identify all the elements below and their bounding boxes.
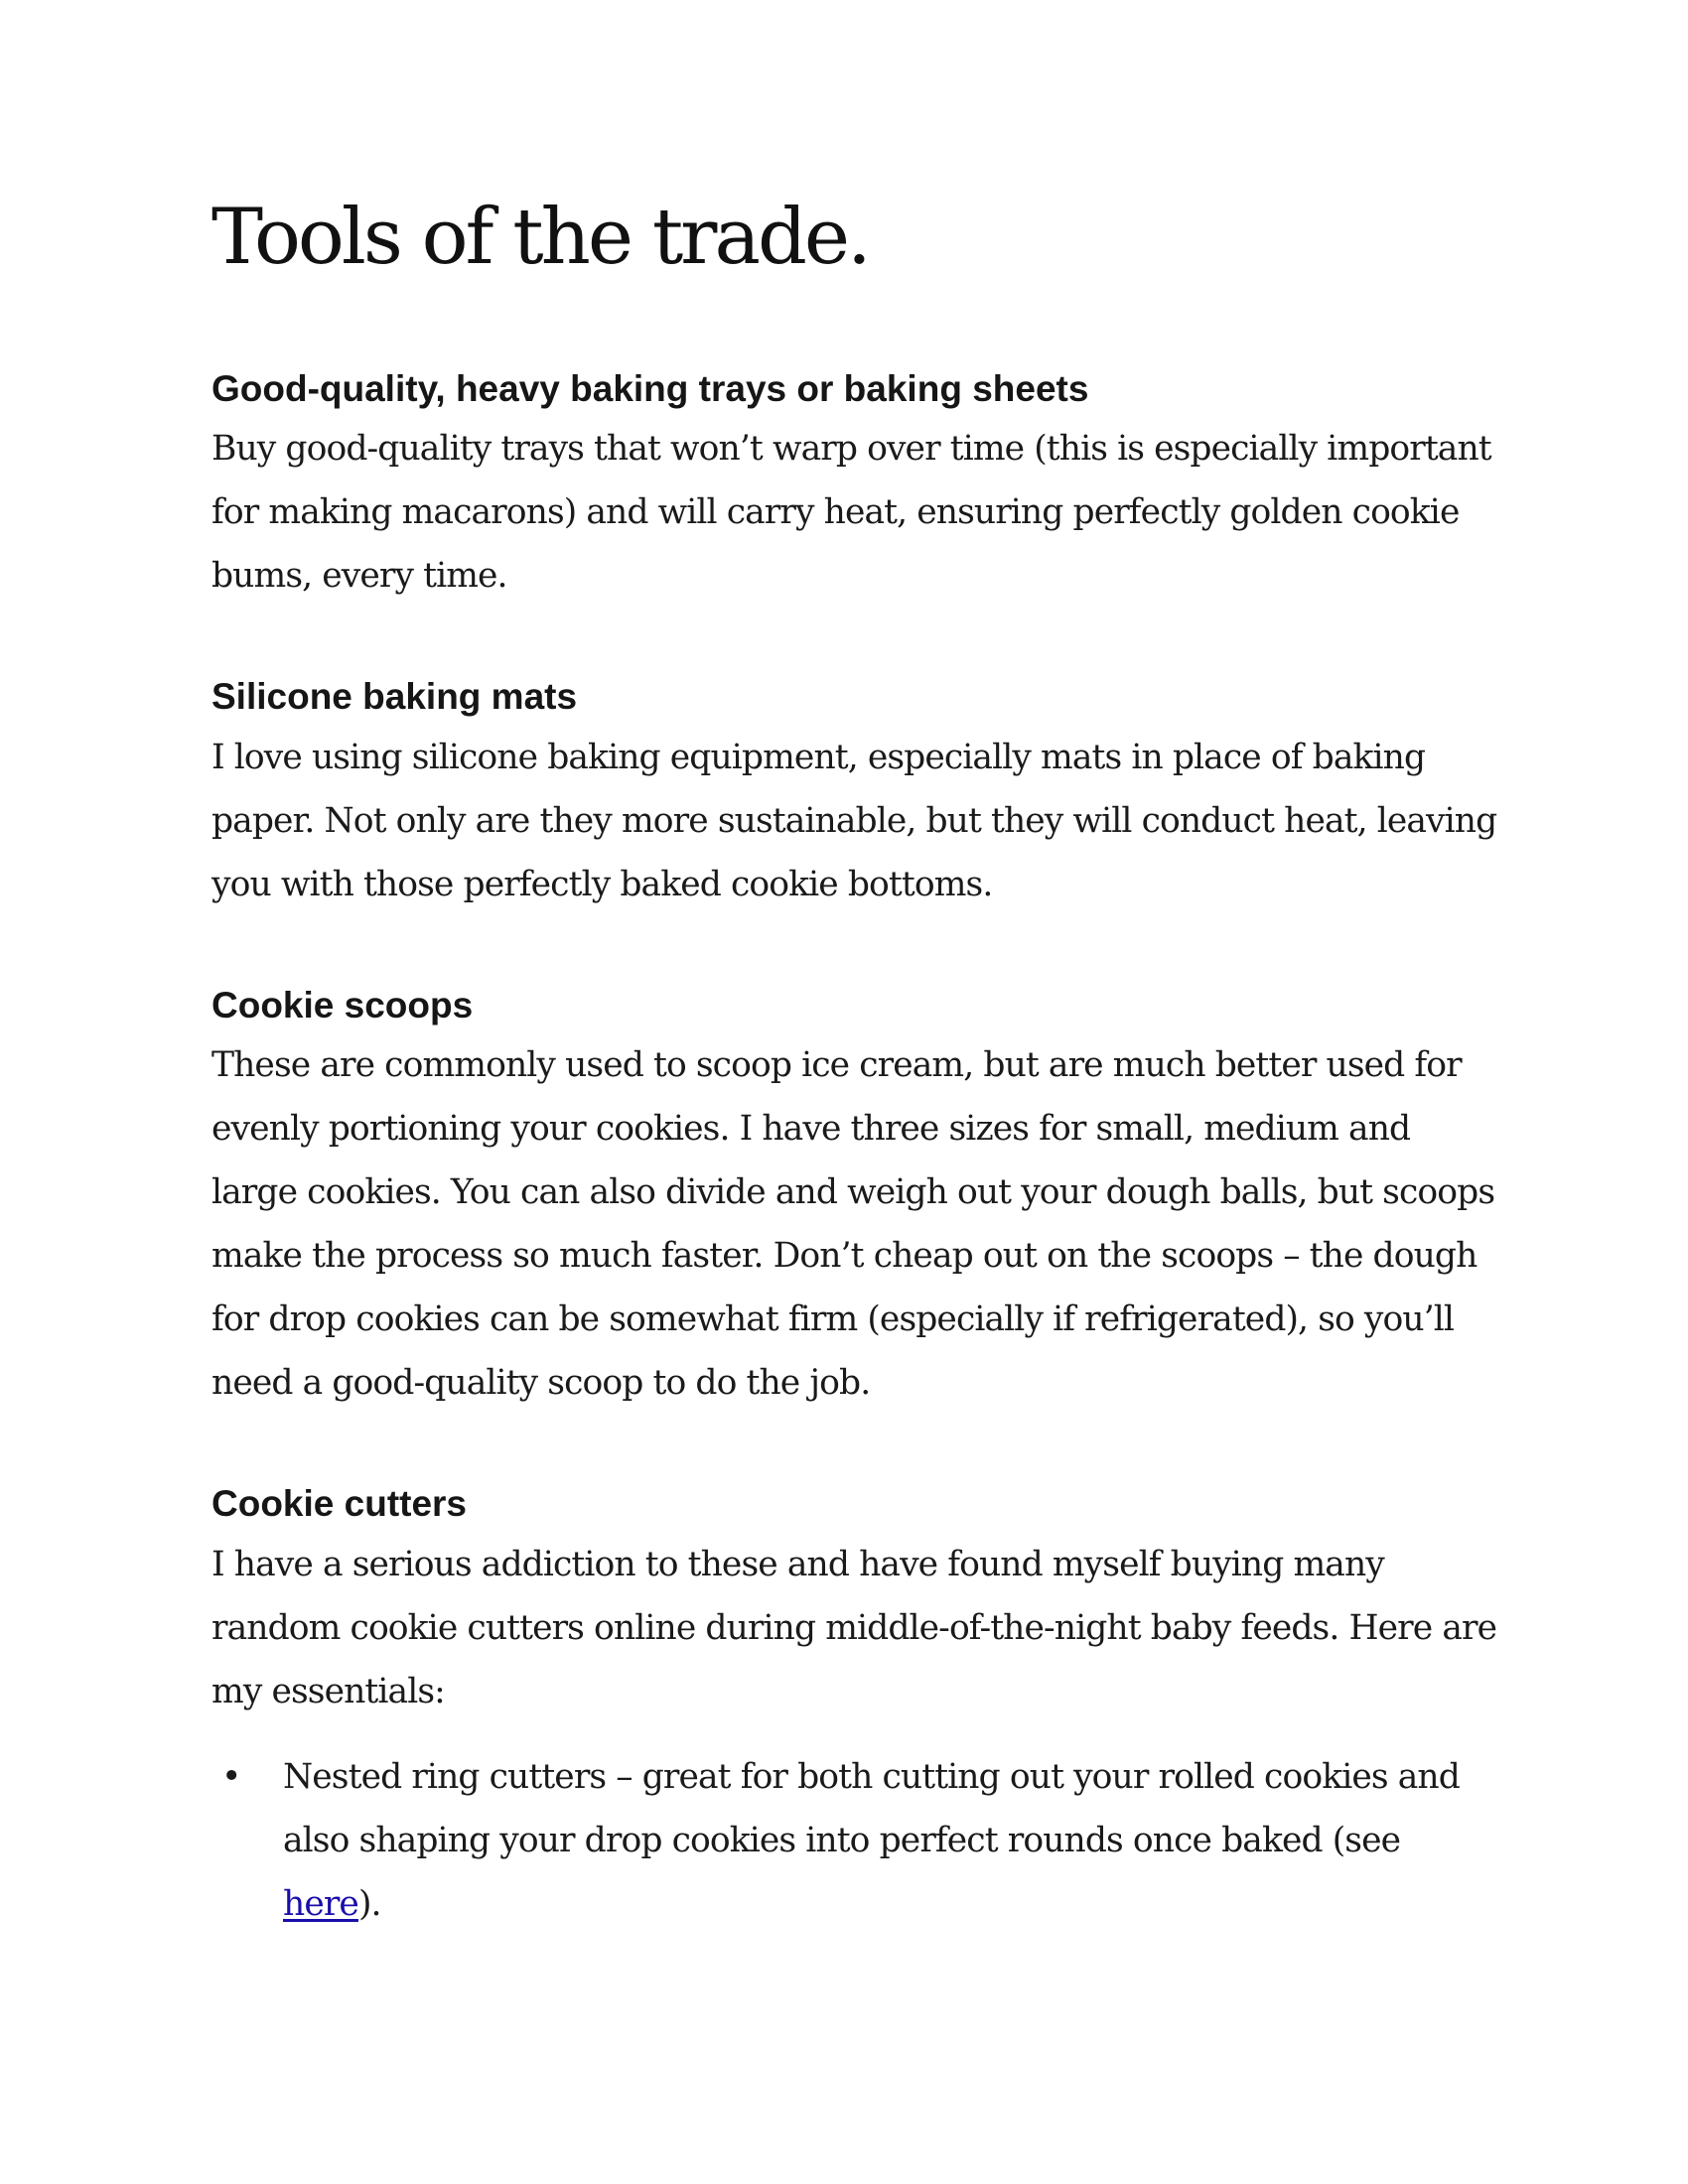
list-item-text-end: ).: [357, 1883, 381, 1924]
section-baking-trays: [211, 367, 1502, 608]
section-body: Buy good-quality trays that won’t warp over time (this is especially important for making macarons) and will carry heat, ensuring perfectly golden cookie bums, every time.: [211, 429, 1491, 597]
here-link[interactable]: here: [283, 1883, 358, 1924]
section-heading: Silicone baking mats: [211, 676, 578, 718]
section-silicone-mats: [211, 675, 1502, 915]
section-body: I love using silicone baking equipment, especially mats in place of baking paper. Not only are they more sustainable, but they will conduct heat, leaving you with those perfectly baked cookie bottoms.: [211, 737, 1497, 904]
page-title: Tools of the trade.: [211, 193, 869, 282]
bullet-icon: •: [221, 1756, 241, 1797]
essentials-list: [211, 1745, 1502, 1936]
section-heading: Cookie cutters: [211, 1483, 468, 1525]
document-page: [211, 193, 1502, 1936]
list-item-text: Nested ring cutters – great for both cutting out your rolled cookies and also shaping your drop cookies into perfect rounds once baked (see: [283, 1756, 1460, 1860]
section-cookie-scoops: [211, 984, 1502, 1415]
section-heading: Cookie scoops: [211, 984, 474, 1025]
section-body: I have a serious addiction to these and have found myself buying many random cookie cutters online during middle-of-the-night baby feeds. Here are my essentials:: [211, 1544, 1497, 1711]
section-cookie-cutters: [211, 1482, 1502, 1935]
section-body: These are commonly used to scoop ice cream, but are much better used for evenly portioning your cookies. I have three sizes for small, medium and large cookies. You can also divide and weigh out your dough balls, but scoops make the process so much faster. Don’t cheap out on the scoops – the dough for drop cookies can be somewhat firm (especially if refrigerated), so you’ll need a good-quality scoop to do the job.: [211, 1045, 1495, 1404]
list-item: [211, 1745, 1502, 1936]
section-heading: Good-quality, heavy baking trays or baking sheets: [211, 368, 1089, 409]
